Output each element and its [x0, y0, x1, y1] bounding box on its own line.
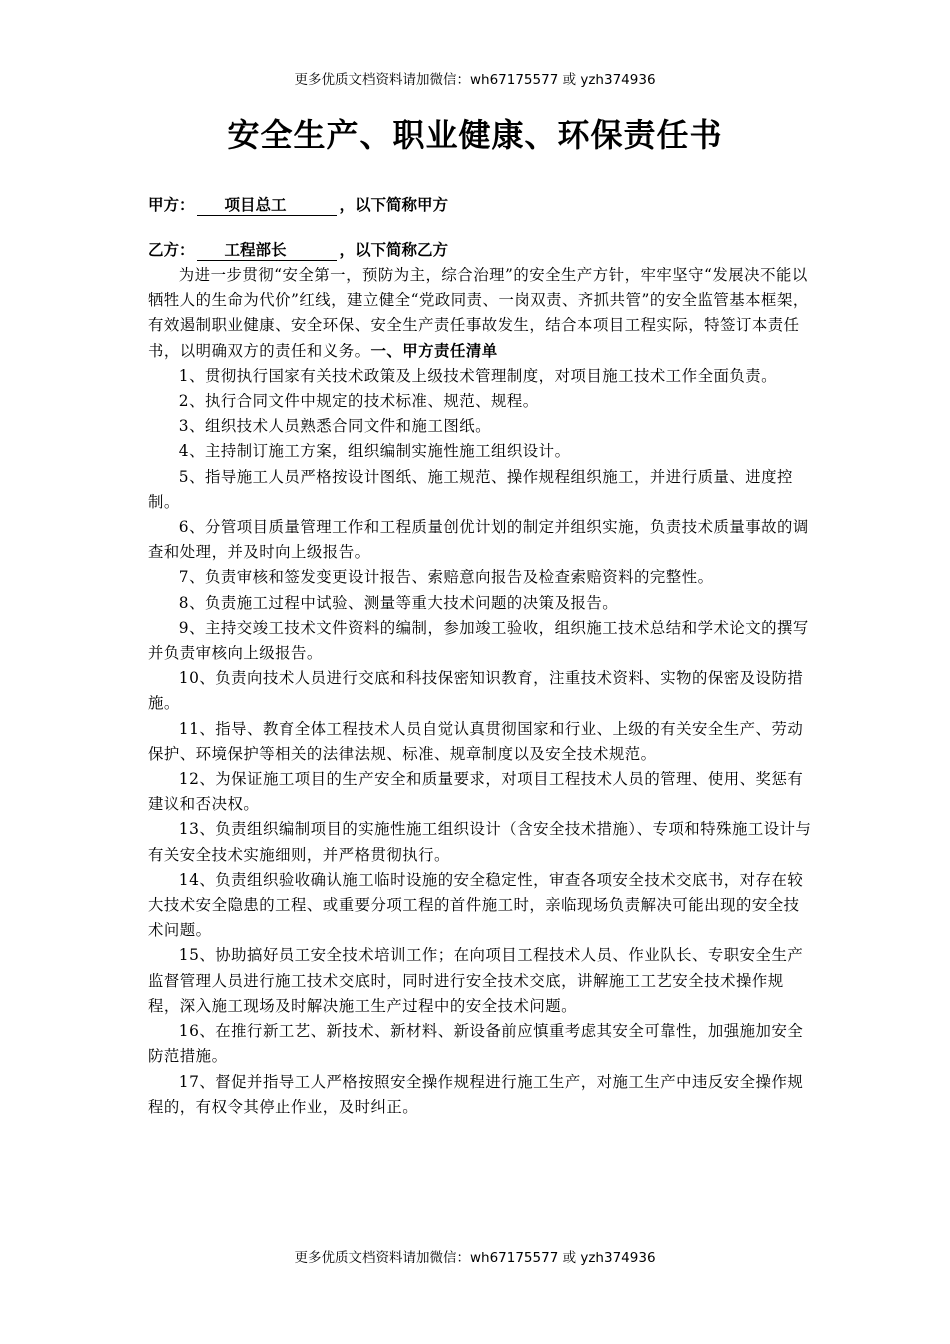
header-watermark-note: 更多优质文档资料请加微信：wh67175577 或 yzh374936: [294, 72, 656, 88]
party-a-suffix: ，以下简称甲方: [339, 196, 449, 214]
responsibility-item: 5、指导施工人员严格按设计图纸、施工规范、操作规程组织施工，并进行质量、进度控制。: [148, 467, 793, 511]
responsibility-item: 4、主持制订施工方案，组织编制实施性施工组织设计。: [178, 442, 571, 461]
section-heading: 一、甲方责任清单: [370, 341, 498, 360]
responsibility-item: 14、负责组织验收确认施工临时设施的安全稳定性，审查各项安全技术交底书，对存在较大技术安全隐患的工程、或重要分项工程的首件施工时，亲临现场负责解决可能出现的安全技术问题。: [148, 870, 804, 940]
responsibility-item: 12、为保证施工项目的生产安全和质量要求，对项目工程技术人员的管理、使用、奖惩有建议和否决权。: [148, 770, 804, 814]
responsibility-item: 8、负责施工过程中试验、测量等重大技术问题的决策及报告。: [178, 593, 619, 612]
party-a-line: [148, 193, 448, 216]
intro-text: 为进一步贯彻“安全第一，预防为主，综合治理”的安全生产方针，牢牢坚守“发展决不能以牺牲人的生命为代价”红线，建立健全“党政同责、一岗双责、齐抓共管”的安全监管基本框架，有效遏制职业健康、安全环保、安全生产责任事故发生，结合本项目工程实际，特签订本责任书，以明确双方的责任和义务。: [148, 266, 809, 360]
responsibility-item: 13、负责组织编制项目的实施性施工组织设计（含安全技术措施）、专项和特殊施工设计与有关安全技术实施细则，并严格贯彻执行。: [148, 820, 812, 864]
footer-watermark-note: 更多优质文档资料请加微信：wh67175577 或 yzh374936: [294, 1250, 656, 1266]
responsibility-item: 1、贯彻执行国家有关技术政策及上级技术管理制度，对项目施工技术工作全面负责。: [178, 366, 778, 385]
responsibility-item: 11、指导、教育全体工程技术人员自觉认真贯彻国家和行业、上级的有关安全生产、劳动保护、环境保护等相关的法律法规、标准、规章制度以及安全技术规范。: [148, 719, 804, 763]
document-title: 安全生产、职业健康、环保责任书: [227, 116, 723, 154]
party-b-label: 乙方：: [148, 241, 195, 259]
responsibility-item: 3、组织技术人员熟悉合同文件和施工图纸。: [178, 417, 492, 436]
responsibility-item: 15、协助搞好员工安全技术培训工作；在向项目工程技术人员、作业队长、专职安全生产监督管理人员进行施工技术交底时，同时进行安全技术交底，讲解施工工艺安全技术操作规程，深入施工现场及时解决施工生产过程中的安全技术问题。: [148, 946, 804, 1015]
party-a-label: 甲方：: [148, 196, 195, 214]
responsibility-item: 16、在推行新工艺、新技术、新材料、新设备前应慎重考虑其安全可靠性，加强施加安全防范措施。: [148, 1022, 804, 1066]
responsibility-item: 9、主持交竣工技术文件资料的编制，参加竣工验收，组织施工技术总结和学术论文的撰写并负责审核向上级报告。: [148, 618, 809, 663]
responsibility-item: 17、督促并指导工人严格按照安全操作规程进行施工生产，对施工生产中违反安全操作规程的，有权令其停止作业，及时纠正。: [148, 1072, 804, 1116]
responsibility-item: 10、负责向技术人员进行交底和科技保密知识教育，注重技术资料、实物的保密及设防措施。: [148, 669, 804, 713]
document-body: [148, 263, 812, 1120]
responsibility-list: [148, 364, 812, 1120]
responsibility-item: 7、负责审核和签发变更设计报告、索赔意向报告及检查索赔资料的完整性。: [178, 568, 714, 587]
responsibility-item: 2、执行合同文件中规定的技术标准、规范、规程。: [178, 392, 539, 411]
responsibility-item: 6、分管项目质量管理工作和工程质量创优计划的制定并组织实施，负责技术质量事故的调查和处理，并及时向上级报告。: [148, 518, 809, 562]
intro-paragraph: [148, 263, 812, 364]
party-b-name: 工程部长: [197, 238, 337, 261]
party-b-suffix: ，以下简称乙方: [339, 241, 449, 259]
party-b-line: [148, 238, 448, 261]
party-a-name: 项目总工: [197, 193, 337, 216]
